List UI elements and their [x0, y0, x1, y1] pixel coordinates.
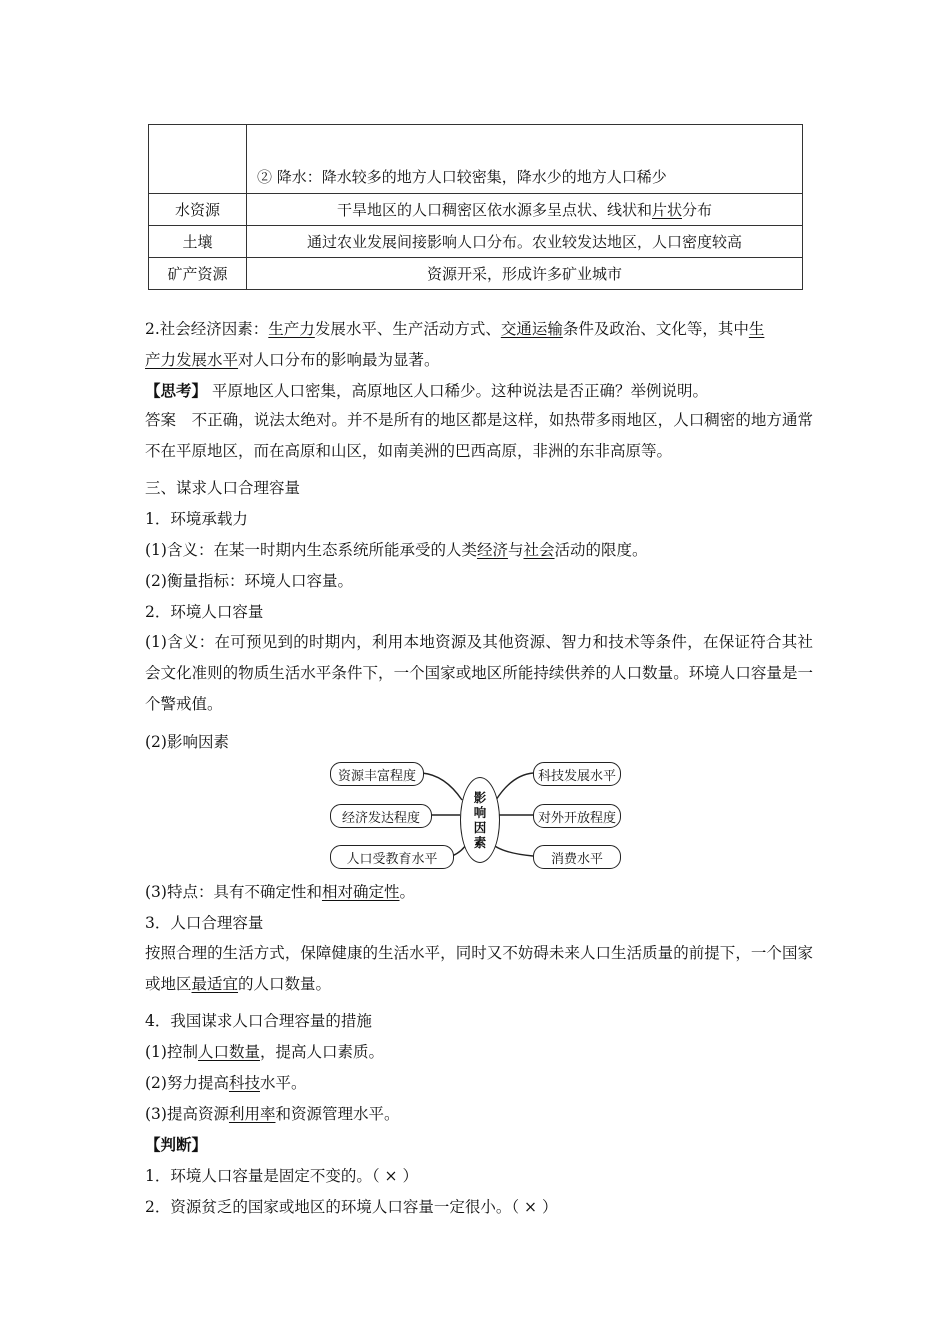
row-content: 通过农业发展间接影响人口分布。农业较发达地区，人口密度较高 [247, 226, 803, 258]
judge-heading: 【判断】 [145, 1135, 208, 1154]
row-label: 土壤 [149, 226, 247, 258]
think-question: 【思考】 平原地区人口密集，高原地区人口稀少。这种说法是否正确？举例说明。 [145, 381, 708, 400]
socio-factors-line2: 产力发展水平对人口分布的影响最为显著。 [145, 351, 440, 369]
think-answer: 答案 不正确，说法太绝对。并不是所有的地区都是这样，如热带多雨地区，人口稠密的地方通常不在平原地区，而在高原和山区，如南美洲的巴西高原，非洲的东非高原等。 [145, 411, 813, 460]
heading-carrying-capacity: 1．环境承载力 [145, 510, 248, 528]
factor-education-level: 人口受教育水平 [330, 845, 454, 869]
row-label: 水资源 [149, 194, 247, 226]
heading-population-capacity: 2．环境人口容量 [145, 603, 264, 621]
row-label: 矿产资源 [149, 258, 247, 290]
influence-factors-heading: (2)影响因素 [145, 733, 229, 751]
row-content: 干旱地区的人口稠密区依水源多呈点状、线状和片状分布 [247, 194, 803, 226]
socio-factors-line1: 2.社会经济因素：生产力发展水平、生产活动方式、交通运输条件及政治、文化等，其中生 [145, 320, 765, 338]
reasonable-capacity-definition: 按照合理的生活方式，保障健康的生活水平，同时又不妨碍未来人口生活质量的前提下，一个国家或地区最适宜的人口数量。 [145, 944, 813, 993]
population-capacity-definition: (1)含义：在可预见到的时期内，利用本地资源及其他资源、智力和技术等条件，在保证符合其社会文化准则的物质生活水平条件下，一个国家或地区所能持续供养的人口数量。环境人口容量是一个警戒值。 [145, 633, 813, 713]
heading-reasonable-capacity: 3．人口合理容量 [145, 914, 264, 932]
carrying-capacity-indicator: (2)衡量指标：环境人口容量。 [145, 572, 353, 590]
capacity-characteristics: (3)特点：具有不确定性和相对确定性。 [145, 883, 415, 901]
measure-1: (1)控制人口数量，提高人口素质。 [145, 1043, 384, 1061]
judge-question-2: 2．资源贫乏的国家或地区的环境人口容量一定很小。（ × ） [145, 1198, 558, 1216]
factor-technology-level: 科技发展水平 [533, 762, 621, 786]
heading-measures: 4．我国谋求人口合理容量的措施 [145, 1012, 372, 1030]
measure-3: (3)提高资源利用率和资源管理水平。 [145, 1105, 400, 1123]
carrying-capacity-definition: (1)含义：在某一时期内生态系统所能承受的人类经济与社会活动的限度。 [145, 541, 648, 559]
row-content: 资源开采，形成许多矿业城市 [247, 258, 803, 290]
row-content: ② 降水：降水较多的地方人口较密集，降水少的地方人口稀少 [247, 125, 803, 194]
factor-economic-development: 经济发达程度 [330, 804, 432, 828]
section-title: 三、谋求人口合理容量 [145, 479, 301, 497]
diagram-center-influence-factors: 影 响 因 素 [460, 777, 500, 863]
factor-openness: 对外开放程度 [533, 804, 621, 828]
factor-resource-abundance: 资源丰富程度 [330, 762, 424, 786]
measure-2: (2)努力提高科技水平。 [145, 1074, 307, 1092]
factor-consumption-level: 消费水平 [533, 845, 621, 869]
judge-question-1: 1．环境人口容量是固定不变的。（ × ） [145, 1167, 418, 1185]
